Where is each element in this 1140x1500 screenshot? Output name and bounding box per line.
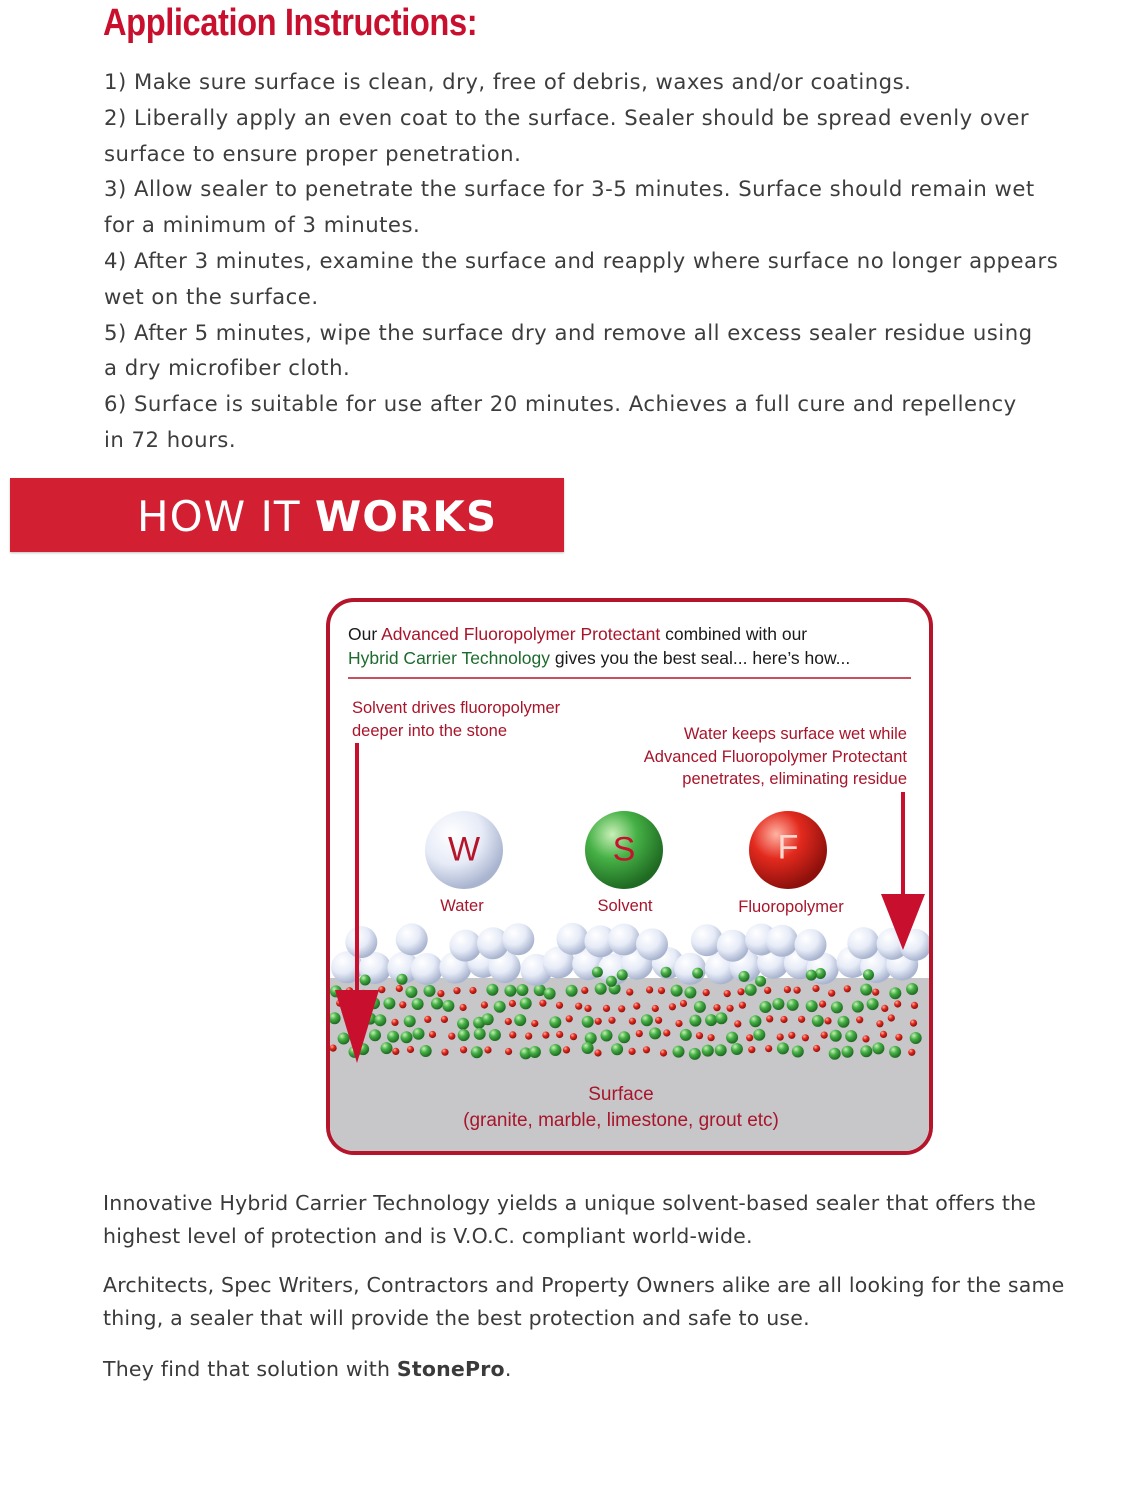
paragraph-3 [103,1353,512,1386]
fluoropolymer-particle [509,1031,516,1038]
solvent-particle [458,1029,470,1041]
solvent-particle [582,1016,594,1028]
fluoropolymer-particle [713,1004,720,1011]
fluoropolymer-particle [581,987,588,994]
water-label: Water [440,897,484,915]
fluoropolymer-particle [505,1048,512,1055]
fluoropolymer-particle [872,989,879,996]
intro-text: Our [348,624,382,644]
water-droplet [766,925,798,957]
instruction-step: 3) Allow sealer to penetrate the surface for 3-5 minutes. Surface should remain wet [104,176,1035,202]
fluoropolymer-particle [658,987,665,994]
fluoropolymer-particle [399,1001,406,1008]
fluoropolymer-particle [734,1020,741,1027]
solvent-particle [838,1016,850,1028]
fluoropolymer-particle [696,1032,703,1039]
solvent-particle [689,1015,701,1027]
fluoropolymer-particle [643,1046,650,1053]
fluoropolymer-particle [660,1049,667,1056]
fluoropolymer-particle [448,1033,455,1040]
solvent-particle [860,984,872,996]
fluoropolymer-particle [525,1033,532,1040]
fluoropolymer-particle [819,1001,826,1008]
solvent-particle [787,999,799,1011]
instruction-step: 6) Surface is suitable for use after 20 minutes. Achieves a full cure and repellency [104,391,1017,417]
water-ball-letter: W [447,830,481,869]
fluoropolymer-particle [784,986,791,993]
solvent-particle [829,1048,841,1060]
solvent-particle [529,1046,541,1058]
fluoropolymer-particle [608,1017,615,1024]
solvent-particle [413,1028,425,1040]
solvent-particle [514,1014,526,1026]
fluoropolymer-particle [441,1016,448,1023]
fluoropolymer-particle [437,990,444,997]
solvent-particle [405,986,417,998]
solvent-particle [739,971,750,982]
fluoropolymer-particle [392,1048,399,1055]
solvent-particle [471,1046,483,1058]
fluoropolymer-particle [531,1020,538,1027]
fluoropolymer-particle [824,1017,831,1024]
solvent-particle [504,985,516,997]
fluoropolymer-particle [765,1045,772,1052]
fluoropolymer-particle [629,1018,636,1025]
solvent-particle [601,1030,613,1042]
fluoropolymer-particle [396,985,403,992]
solvent-particle [412,998,424,1010]
water-droplet [674,953,706,985]
solvent-particle [872,1042,884,1054]
solvent-particle [442,1000,454,1012]
water-droplet [449,930,481,962]
solvent-particle [863,969,874,980]
application-instructions-title: Application Instructions: [103,2,478,44]
fluoropolymer-particle [626,989,633,996]
fluoropolymer-particle [469,987,476,994]
fluoropolymer-particle [378,986,385,993]
solvent-particle [806,1000,818,1012]
fluoropolymer-particle [618,1005,625,1012]
note-line: penetrates, eliminating residue [682,770,907,788]
instruction-step: surface to ensure proper penetration. [104,140,522,166]
solvent-particle [860,1045,872,1057]
water-droplet [345,926,377,958]
fluoropolymer-particle [594,1049,601,1056]
fluoropolymer-particle [746,1034,753,1041]
fluoropolymer-particle [737,988,744,995]
fluoropolymer-particle [453,987,460,994]
fluoropolymer-particle [856,1016,863,1023]
water-droplet [636,928,668,960]
fluoropolymer-particle [828,990,835,997]
solvent-particle [474,1028,486,1040]
fluoropolymer-particle [910,1020,917,1027]
solvent-particle [726,1032,738,1044]
fluoropolymer-particle [675,1020,682,1027]
solvent-particle [692,968,703,979]
solvent-particle [715,1012,727,1024]
solvent-particle [431,998,443,1010]
water-droplet [502,923,534,955]
solvent-particle [401,1031,413,1043]
solvent-particle [689,1048,701,1060]
solvent-particle [889,987,901,999]
water-droplet [396,923,428,955]
fluoropolymer-particle [881,1005,888,1012]
solvent-particle [383,997,395,1009]
fluoropolymer-particle [424,1016,431,1023]
solvent-particle [753,1029,765,1041]
solvent-particle [705,1014,717,1026]
solvent-particle [566,985,578,997]
fluoropolymer-particle [484,1046,491,1053]
fluoropolymer-particle [766,1015,773,1022]
fluoropolymer-particle [539,1000,546,1007]
solvent-particle [611,1043,623,1055]
diagram-graphic [326,598,933,1155]
solvent-particle [680,1029,692,1041]
instruction-step: 1) Make sure surface is clean, dry, free of debris, waxes and/or coatings. [104,69,912,94]
solvent-particle [520,997,532,1009]
instruction-step: for a minimum of 3 minutes. [104,212,421,238]
fluoropolymer-label: Fluoropolymer [738,898,844,916]
water-droplet [847,927,879,959]
solvent-particle [549,1016,561,1028]
fluoropolymer-particle [844,985,851,992]
fluoropolymer-particle [575,1003,582,1010]
fluoropolymer-particle [821,1032,828,1039]
fluoropolymer-particle [566,1015,573,1022]
solvent-particle [842,1046,854,1058]
solvent-particle [329,1012,341,1024]
solvent-particle [772,998,784,1010]
fluoropolymer-particle [812,985,819,992]
fluoropolymer-particle [603,1005,610,1012]
water-droplet [557,923,589,955]
intro-highlight-green: Hybrid Carrier Technology [348,648,550,668]
fluoropolymer-particle [655,1017,662,1024]
fluoropolymer-particle [780,1016,787,1023]
solvent-particle [606,976,617,987]
solvent-particle [684,987,696,999]
solvent-label: Solvent [597,897,653,915]
banner-heading [137,492,497,541]
note-line: deeper into the stone [352,721,508,740]
solvent-particle [592,967,603,978]
solvent-particle [673,1046,685,1058]
brand-name: StonePro [396,1357,505,1381]
solvent-particle [374,1014,386,1026]
solvent-note [352,697,560,742]
instruction-step: 4) After 3 minutes, examine the surface and reapply where surface no longer appears [104,247,1059,273]
solvent-particle [544,988,556,1000]
instruction-step: 2) Liberally apply an even coat to the surface. Sealer should be spread evenly over [104,104,1030,130]
solvent-particle [489,1029,501,1041]
instruction-step: a dry microfiber cloth. [104,355,351,381]
fluoropolymer-particle [880,1031,887,1038]
solvent-particle [906,983,918,995]
fluoropolymer-particle [629,1048,636,1055]
fluoropolymer-particle [542,1032,549,1039]
note-line: Solvent drives fluoropolymer [352,699,561,717]
fluoropolymer-particle [584,1005,591,1012]
fluoropolymer-particle [669,1003,676,1010]
solvent-particle [867,998,879,1010]
paragraph-2-line-2: thing, a sealer that will provide the best protection and safe to use. [103,1306,810,1330]
water-droplet [608,924,640,956]
note-line: Water keeps surface wet while [683,725,907,743]
intro-text: gives you the best seal... here’s how... [550,648,851,668]
fluoropolymer-particle [862,1035,869,1042]
solvent-particle [759,1001,771,1013]
diagram-intro [348,622,850,670]
solvent-particle [397,974,408,985]
instruction-step: wet on the surface. [104,283,319,309]
solvent-particle [420,1045,432,1057]
fluoropolymer-particle [911,1002,918,1009]
solvent-particle [745,984,757,996]
fluoropolymer-particle [563,1046,570,1053]
solvent-particle [910,1032,922,1044]
intro-text: combined with our [660,624,808,644]
solvent-particle [852,1001,864,1013]
how-it-works-diagram [326,598,933,1155]
solvent-particle [755,976,766,987]
solvent-particle [494,1001,506,1013]
solvent-particle [457,1018,469,1030]
fluoropolymer-particle [813,1045,820,1052]
solvent-particle [618,1031,630,1043]
water-droplet [795,929,827,961]
solvent-particle [889,1046,901,1058]
solvent-particle [694,1001,706,1013]
fluoropolymer-particle [724,990,731,997]
solvent-particle [424,985,436,997]
solvent-particle [731,1043,743,1055]
water-droplet [717,930,749,962]
fluoropolymer-particle [652,1005,659,1012]
solvent-particle [381,1042,393,1054]
paragraph-2-line-1: Architects, Spec Writers, Contractors and Property Owners alike are all looking for the same [103,1273,1065,1297]
surface-subtitle: (granite, marble, limestone, grout etc) [463,1110,779,1131]
solvent-particle [404,1015,416,1027]
fluoropolymer-particle [703,989,710,996]
solvent-particle [831,1001,843,1013]
solvent-particle [649,1027,661,1039]
intro-highlight-red: Advanced Fluoropolymer Protectant [381,624,661,644]
paragraph-1-line-1: Innovative Hybrid Carrier Technology yields a unique solvent-based sealer that offers the [103,1191,1037,1215]
solvent-particle [661,967,672,978]
solvent-particle [338,1033,350,1045]
fluoropolymer-particle [633,1002,640,1009]
how-it-works-banner [10,478,564,552]
fluoropolymer-particle [777,1034,784,1041]
fluoropolymer-particle [794,987,801,994]
fluoropolymer-particle [570,1033,577,1040]
intro-line-1 [348,622,850,646]
fluoropolymer-ball-letter: F [777,828,799,867]
fluoropolymer-particle [727,1005,734,1012]
fluoropolymer-particle [509,1000,516,1007]
water-note [644,723,907,791]
fluoropolymer-particle [680,1000,687,1007]
solvent-particle [617,969,628,980]
note-line: Advanced Fluoropolymer Protectant [643,747,907,766]
fluoropolymer-particle [876,1020,883,1027]
fluoropolymer-particle [908,1049,915,1056]
paragraph-3-period: . [504,1357,512,1381]
fluoropolymer-particle [441,1049,448,1056]
solvent-particle [830,1030,842,1042]
solvent-particle [812,1015,824,1027]
solvent-particle [792,1046,804,1058]
fluoropolymer-particle [460,1046,467,1053]
fluoropolymer-particle [748,1046,755,1053]
fluoropolymer-particle [798,1016,805,1023]
solvent-particle [749,1015,761,1027]
fluoropolymer-particle [739,1002,746,1009]
fluoropolymer-particle [595,1018,602,1025]
solvent-particle [582,1042,594,1054]
fluoropolymer-particle [330,1045,337,1052]
banner-text-bold: WORKS [314,492,498,541]
solvent-particle [595,983,607,995]
solvent-particle [516,984,528,996]
paragraph-3-text: They find that solution with [103,1357,397,1381]
solvent-particle [641,1014,653,1026]
instruction-steps-list [104,64,1140,458]
banner-text-light: HOW IT [137,492,315,541]
solvent-particle [360,975,371,986]
fluoropolymer-particle [636,1030,643,1037]
fluoropolymer-particle [663,1029,670,1036]
fluoropolymer-particle [788,1032,795,1039]
solvent-particle [702,1045,714,1057]
solvent-particle [486,984,498,996]
fluoropolymer-particle [429,1031,436,1038]
fluoropolymer-particle [802,1034,809,1041]
fluoropolymer-particle [895,1034,902,1041]
paragraph-1-line-2: highest level of protection and is V.O.C. compliant world-wide. [103,1224,753,1248]
solvent-particle [387,1031,399,1043]
fluoropolymer-particle [888,1014,895,1021]
solvent-particle [369,1029,381,1041]
solvent-particle [845,1030,857,1042]
instruction-step: in 72 hours. [104,426,237,452]
solvent-particle [715,1044,727,1056]
fluoropolymer-particle [556,1002,563,1009]
surface-title: Surface [588,1084,654,1105]
solvent-particle [806,970,817,981]
water-droplet [411,953,443,985]
fluoropolymer-particle [894,1000,901,1007]
intro-line-2 [348,646,850,670]
fluoropolymer-particle [764,987,771,994]
fluoropolymer-particle [708,1034,715,1041]
solvent-particle [549,1044,561,1056]
fluoropolymer-particle [481,1001,488,1008]
fluoropolymer-particle [646,986,653,993]
solvent-particle [482,1013,494,1025]
solvent-particle [777,1042,789,1054]
solvent-ball-letter: S [612,830,636,869]
instruction-step: 5) After 5 minutes, wipe the surface dry and remove all excess sealer residue using [104,319,1033,345]
fluoropolymer-particle [505,1018,512,1025]
fluoropolymer-particle [556,1031,563,1038]
solvent-particle [671,985,683,997]
fluoropolymer-particle [407,1046,414,1053]
fluoropolymer-particle [460,1004,467,1011]
fluoropolymer-particle [391,1019,398,1026]
